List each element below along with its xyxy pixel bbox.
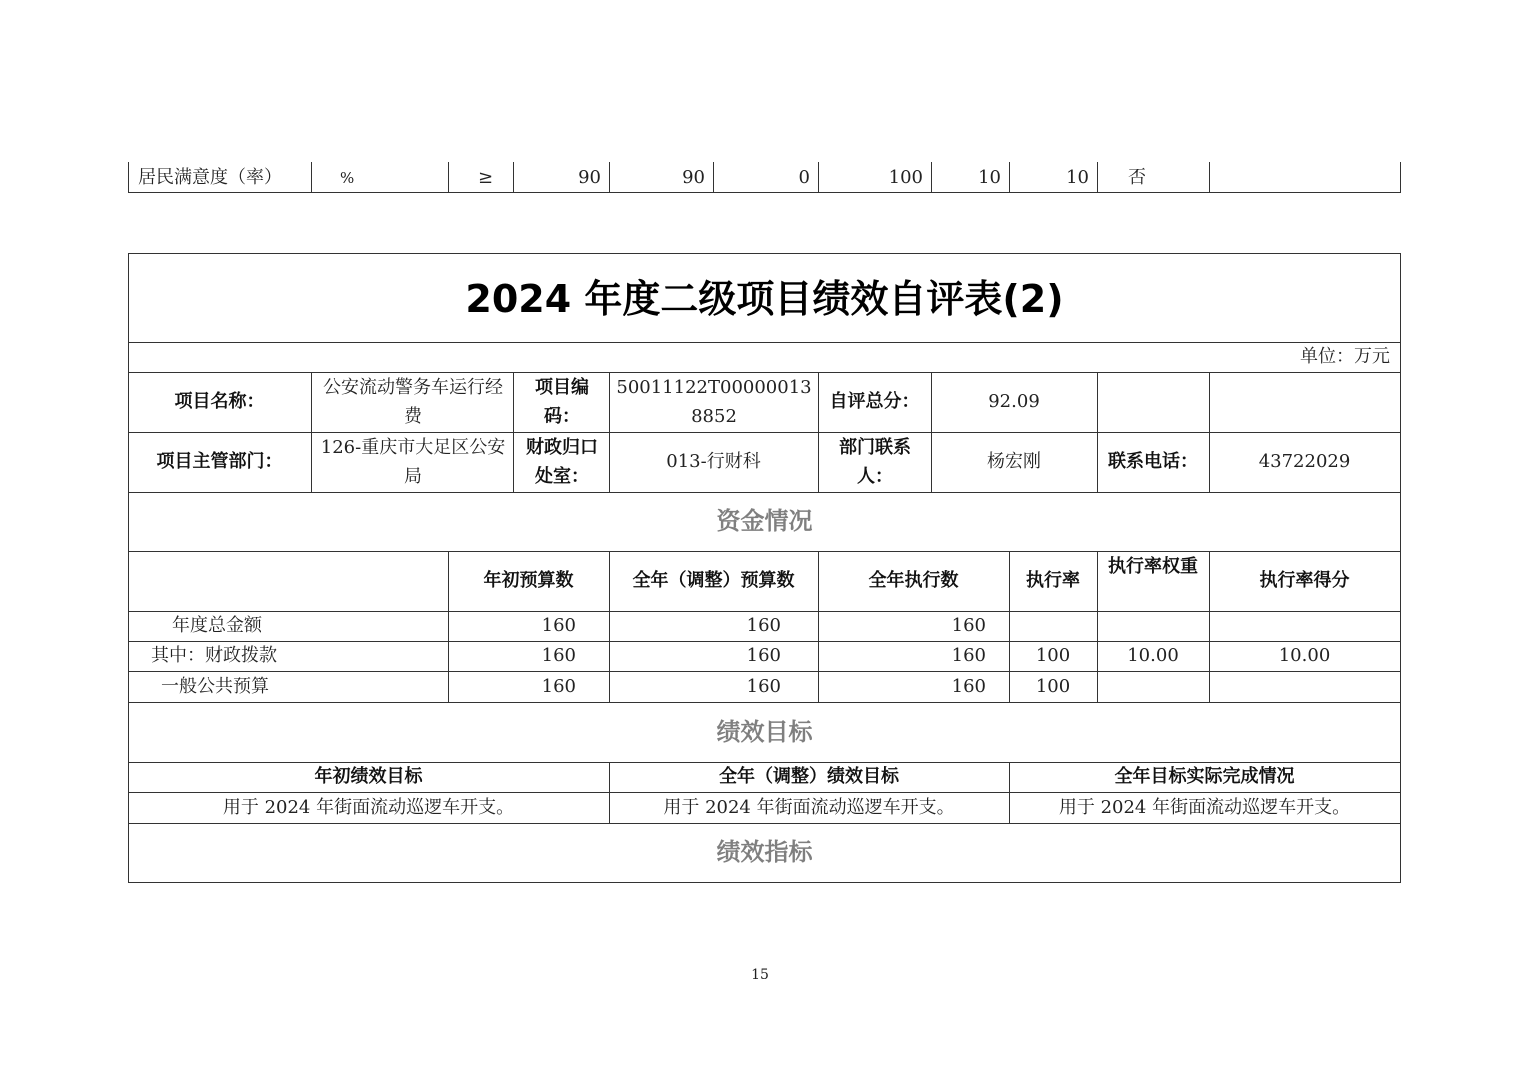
project-name-value: 公安流动警务车运行经费 [323,377,503,427]
project-code-label: 项目编码： [535,377,589,427]
funds-section-title: 资金情况 [716,507,813,535]
goals-value-initial: 用于 2024 年街面流动巡逻车开支。 [222,797,515,818]
score-value: 92.09 [988,391,1040,412]
indicator-col7: 100 [888,167,923,188]
finance-value: 013-行财科 [666,451,761,472]
contact-value: 杨宏刚 [987,451,1041,472]
goals-header-actual: 全年目标实际完成情况 [1114,766,1295,787]
contact-label: 部门联系人： [839,437,911,487]
goals-value-adjusted: 用于 2024 年街面流动巡逻车开支。 [663,797,955,818]
unit-label: 单位：万元 [1300,346,1390,367]
funds-row-score: 10.00 [1278,645,1331,666]
funds-row-executed: 160 [951,676,986,697]
project-name-label: 项目名称： [174,391,265,412]
funds-row-initial: 160 [541,676,576,697]
funds-row-initial: 160 [541,645,576,666]
header-rate-weight: 执行率权重 [1108,556,1198,577]
goals-value-actual: 用于 2024 年街面流动巡逻车开支。 [1058,797,1351,818]
header-exec-rate: 执行率 [1026,570,1080,591]
score-label: 自评总分： [829,391,920,412]
page-number: 15 [751,967,769,983]
indicator-unit: % [340,169,355,187]
funds-row-adjusted: 160 [746,615,781,636]
indicator-col6: 0 [798,167,810,188]
dept-label: 项目主管部门： [156,451,283,472]
funds-row-adjusted: 160 [746,676,781,697]
goals-header-initial: 年初绩效目标 [314,766,423,787]
phone-value: 43722029 [1258,451,1351,472]
indicator-col8: 10 [978,167,1001,188]
phone-label: 联系电话： [1108,451,1198,472]
indicator-col4: 90 [578,167,601,188]
funds-row-rate: 100 [1035,676,1071,697]
project-code-value: 50011122T000000138852 [616,377,812,427]
funds-row-executed: 160 [951,615,986,636]
table-title: 2024 年度二级项目绩效自评表(2) [465,277,1064,321]
header-executed: 全年执行数 [868,570,959,591]
indicator-name: 居民满意度（率） [138,167,282,188]
indicator-operator: ≥ [478,167,494,188]
header-adjusted-budget: 全年（调整）预算数 [632,570,795,591]
indicator-col9: 10 [1066,167,1089,188]
finance-label: 财政归口处室： [526,437,598,487]
indicators-section-title: 绩效指标 [716,838,813,866]
funds-row-rate: 100 [1035,645,1071,666]
header-initial-budget: 年初预算数 [483,570,574,591]
indicator-col5: 90 [682,167,705,188]
goals-header-adjusted: 全年（调整）绩效目标 [719,766,899,787]
funds-row-weight: 10.00 [1127,645,1179,666]
funds-row-executed: 160 [951,645,986,666]
funds-row-label: 一般公共预算 [161,676,269,697]
dept-value: 126-重庆市大足区公安局 [320,437,506,487]
indicator-col10: 否 [1128,167,1146,188]
header-rate-score: 执行率得分 [1259,570,1350,591]
funds-row-label: 年度总金额 [172,615,262,636]
funds-row-label: 其中：财政拨款 [151,645,277,666]
funds-row-adjusted: 160 [746,645,781,666]
goals-section-title: 绩效目标 [716,718,813,746]
funds-row-initial: 160 [541,615,576,636]
